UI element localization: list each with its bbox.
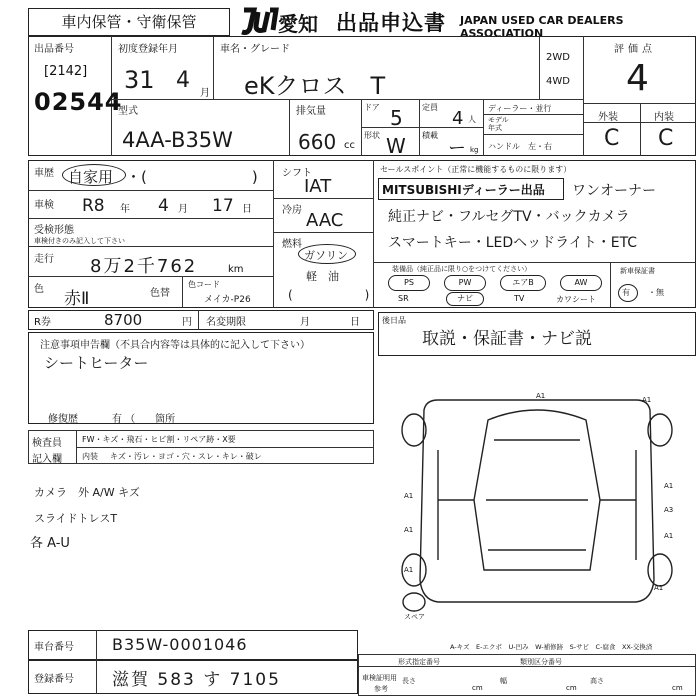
selling-points-label: セールスポイント（正常に機能するものに限ります） xyxy=(380,165,572,174)
inspector-label-2: 記入欄 xyxy=(32,454,62,465)
color-code-label: 色コード xyxy=(188,280,220,289)
capacity-label: 定員 xyxy=(422,103,438,112)
selling-line1-tail: ワンオーナー xyxy=(572,183,656,199)
car-name-label: 車名・グレード xyxy=(220,44,290,55)
form-title: 出品申込書 xyxy=(336,11,446,35)
diagram-mark-8: A1 xyxy=(404,566,414,574)
equipment-label: 装備品（純正品に限り○をつけてください） xyxy=(392,265,532,273)
drive-2wd[interactable]: 2WD xyxy=(546,52,570,63)
inspector-note-3: 各 A-U xyxy=(30,536,70,551)
registration-year: 31 xyxy=(124,66,155,94)
inspection-month: 4 xyxy=(158,196,169,216)
equipment-airbag[interactable]: エアB xyxy=(500,275,546,291)
fuel-other: ( ) xyxy=(288,288,370,302)
load-unit: kg xyxy=(470,146,479,154)
plate-divider xyxy=(96,660,97,694)
plate-value: 滋賀 583 す 7105 xyxy=(112,670,281,690)
mileage-value: 8万2千762 xyxy=(90,256,198,277)
acceptance-note: 車検付きのみ記入して下さい xyxy=(34,237,125,245)
logo-text: 愛知 xyxy=(278,12,318,36)
warranty-yes[interactable]: 有 xyxy=(622,288,630,297)
ac-label: 冷房 xyxy=(282,205,302,216)
plate-label: 登録番号 xyxy=(34,674,74,685)
color-label: 色 xyxy=(34,284,44,295)
registration-month-unit: 月 xyxy=(200,88,210,99)
cert-ref-1: 参考 xyxy=(374,685,388,693)
diagram-mark-5: A1 xyxy=(404,526,414,534)
name-change-day: 日 xyxy=(350,317,360,328)
handle-divider xyxy=(484,134,584,135)
divider-7 xyxy=(374,262,696,263)
model-year-label: モデル 年式 xyxy=(488,116,509,132)
chassis-label: 車台番号 xyxy=(34,642,74,653)
shape-label: 形状 xyxy=(364,131,380,140)
warranty-no[interactable]: ・無 xyxy=(648,288,664,297)
spare-label: スペア xyxy=(404,613,425,621)
inspector-row1: FW・キズ・飛石・ヒビ割・リペア跡・X要 xyxy=(82,435,236,444)
cert-cm-1: cm xyxy=(472,684,483,692)
car-name-value: eKクロス T xyxy=(244,72,386,100)
diagram-mark-4: A1 xyxy=(664,482,674,490)
warranty-no-text: 無 xyxy=(656,288,664,297)
diagram-mark-2: A1 xyxy=(642,396,652,404)
registration-month: 4 xyxy=(176,68,190,93)
later-docs-value: 取説・保証書・ナビ説 xyxy=(422,329,592,349)
divider-6 xyxy=(274,232,374,233)
lot-number: 02544 xyxy=(34,88,123,116)
acceptance-label: 受検形態 xyxy=(34,225,74,236)
fuel-gasoline[interactable]: ガソリン xyxy=(304,249,348,262)
recycle-value: 8700 xyxy=(104,311,143,329)
color-divider xyxy=(182,276,183,308)
cert-class-label: 類別区分番号 xyxy=(520,658,562,666)
grades-divider xyxy=(640,104,641,156)
displacement-unit: cc xyxy=(344,140,355,151)
chassis-value: B35W-0001046 xyxy=(112,635,248,654)
diagram-mark-7: A1 xyxy=(664,532,674,540)
cert-form-label: 形式指定番号 xyxy=(398,658,440,666)
diagram-mark-1: A1 xyxy=(536,392,546,400)
registration-label: 初度登録年月 xyxy=(118,44,178,55)
chassis-divider xyxy=(96,630,97,660)
recycle-label: R券 xyxy=(34,317,51,328)
history-label: 車歴 xyxy=(34,168,54,179)
inspection-label: 車検 xyxy=(34,200,54,211)
inspection-era: R8 xyxy=(82,196,105,216)
form-subtitle: JAPAN USED CAR DEALERS ASSOCIATION xyxy=(460,14,624,40)
diagram-mark-6: A3 xyxy=(664,506,674,514)
history-value: 自家用 xyxy=(68,168,114,186)
inspector-label-1: 検査員 xyxy=(32,438,62,449)
mileage-label: 走行 xyxy=(34,254,54,265)
ju-logo xyxy=(240,6,280,36)
cert-label: 車検証明用 xyxy=(362,674,397,682)
recycle-row xyxy=(28,310,374,330)
warranty-divider xyxy=(610,262,611,308)
color-value: 赤Ⅱ xyxy=(64,289,90,309)
shift-label: シフト xyxy=(282,168,312,179)
equipment-ps[interactable]: PS xyxy=(388,275,430,291)
notes-value: シートヒーター xyxy=(44,354,149,372)
inspector-row2-label: 内装 xyxy=(82,452,98,461)
damage-legend: A-キズ E-エクボ U-凹み W-補修跡 S-サビ C-腐食 XX-交換済 xyxy=(450,643,653,651)
selling-line3: スマートキー・LEDヘッドライト・ETC xyxy=(388,235,638,251)
notes-label: 注意事項申告欄（不具合内容等は具体的に記入して下さい） xyxy=(40,340,310,351)
inspector-hdivider xyxy=(76,447,374,448)
fuel-label: 燃料 xyxy=(282,239,302,250)
inspector-row2: キズ・汚レ・ヨゴ・穴・スレ・キレ・破レ xyxy=(110,452,262,461)
model-value: 4AA-B35W xyxy=(122,128,233,152)
fuel-diesel[interactable]: 軽 油 xyxy=(306,270,339,283)
name-change-month: 月 xyxy=(300,317,310,328)
inspector-note-2: スライドトレスT xyxy=(34,512,118,525)
mileage-unit: km xyxy=(228,264,244,275)
lot-small-number: [2142] xyxy=(44,64,88,79)
divider-4 xyxy=(28,276,274,277)
interior-label: 内装 xyxy=(654,112,674,123)
shape-value: W xyxy=(386,134,406,158)
divider-3 xyxy=(28,246,274,247)
rating-label: 評価点 xyxy=(614,44,656,55)
dealer-divider xyxy=(484,114,584,115)
lot-label: 出品番号 xyxy=(34,44,74,55)
recycle-unit: 円 xyxy=(182,317,192,328)
dealer-stamp-text: MITSUBISHIディーラー出品 xyxy=(382,183,545,197)
cert-cm-2: cm xyxy=(566,684,577,692)
rating-value: 4 xyxy=(626,58,649,99)
repair-label: 修復歴 xyxy=(48,414,78,425)
cert-length: 長さ xyxy=(402,677,416,685)
equipment-leather[interactable]: カワシート xyxy=(556,295,596,304)
color-change-label: 色替 xyxy=(150,288,170,299)
inspector-note-1: カメラ 外 A/W キズ xyxy=(34,486,140,499)
capacity-unit: 人 xyxy=(468,115,476,124)
later-docs-label: 後日品 xyxy=(382,316,406,325)
diagram-mark-9: A1 xyxy=(654,584,664,592)
repair-value: 有 （ 箇所 xyxy=(112,414,176,425)
exterior-grade: C xyxy=(604,126,620,151)
load-value: ー xyxy=(448,138,466,159)
displacement-value: 660 xyxy=(298,130,337,154)
exterior-label: 外装 xyxy=(598,112,618,123)
cert-width: 幅 xyxy=(500,677,507,685)
car-diagram xyxy=(378,380,696,620)
load-label: 積載 xyxy=(422,131,438,140)
inspection-year-unit: 年 xyxy=(120,204,130,215)
shift-value: IAT xyxy=(304,176,332,197)
color-code-value: メイカ-P26 xyxy=(204,295,251,305)
equipment-aw[interactable]: AW xyxy=(560,275,602,291)
warranty-label: 新車保証書 xyxy=(620,267,655,275)
doors-label: ドア xyxy=(364,103,380,112)
storage-badge: 車内保管・守衛保管 xyxy=(28,8,230,36)
ju-logo-icon xyxy=(240,6,280,36)
drive-4wd[interactable]: 4WD xyxy=(546,76,570,87)
cert-height: 高さ xyxy=(590,677,604,685)
equipment-sr[interactable]: SR xyxy=(398,294,409,303)
interior-grade: C xyxy=(658,126,674,151)
divider-5 xyxy=(274,198,374,199)
ac-value: AAC xyxy=(306,210,344,231)
equipment-navi[interactable]: ナビ xyxy=(446,292,484,306)
equipment-tv[interactable]: TV xyxy=(514,294,525,303)
cert-cm-3: cm xyxy=(672,684,683,692)
name-change-label: 名変期限 xyxy=(206,317,246,328)
divider-1 xyxy=(28,190,274,191)
model-label: 型式 xyxy=(118,106,138,117)
divider-2 xyxy=(28,218,274,219)
handle-label[interactable]: ハンドル 左・右 xyxy=(488,142,552,151)
diagram-mark-3: A1 xyxy=(404,492,414,500)
equipment-pw[interactable]: PW xyxy=(444,275,486,291)
selling-line2: 純正ナビ・フルセグTV・バックカメラ xyxy=(388,209,630,225)
inspection-month-unit: 月 xyxy=(178,204,188,215)
displacement-label: 排気量 xyxy=(296,106,326,117)
cert-hdivider-1 xyxy=(358,666,696,667)
history-rest: ・( ) xyxy=(126,168,258,186)
dealer-label[interactable]: ディーラー・並行 xyxy=(488,104,552,113)
recycle-divider xyxy=(198,310,199,330)
inspection-day: 17 xyxy=(212,196,234,216)
inspection-day-unit: 日 xyxy=(242,204,252,215)
drive-cell xyxy=(540,36,584,100)
doors-value: 5 xyxy=(390,106,403,130)
capacity-value: 4 xyxy=(452,108,464,129)
